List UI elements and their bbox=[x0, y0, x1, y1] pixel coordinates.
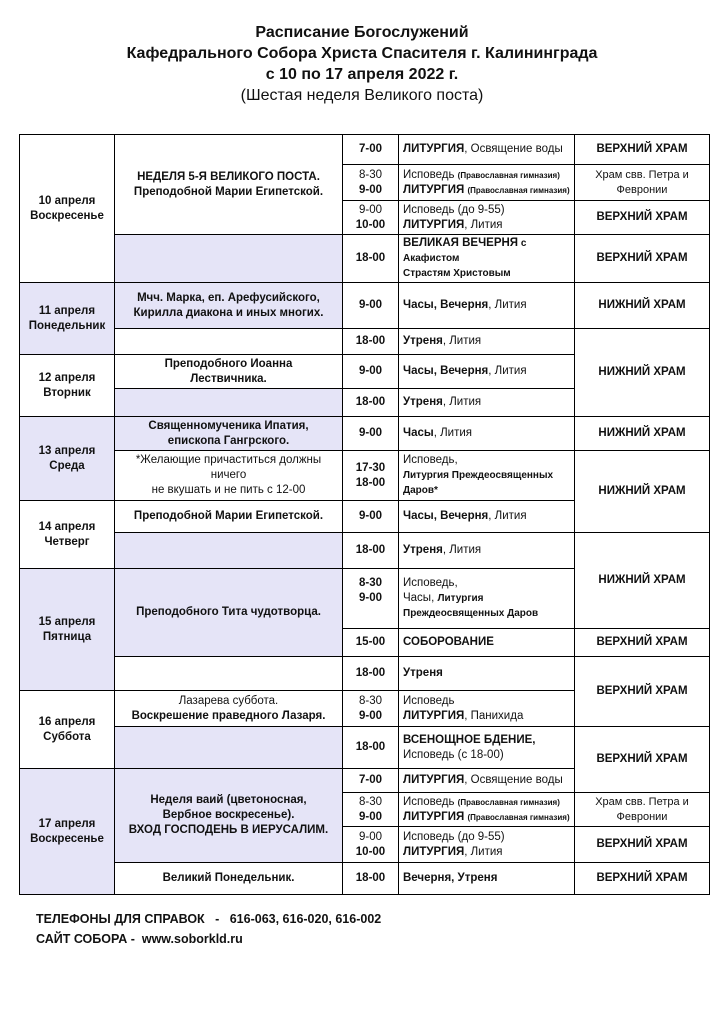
table-row bbox=[20, 451, 710, 501]
service-cell: ЛИТУРГИЯ, Освящение воды bbox=[399, 769, 575, 793]
date-cell: 12 апреля Вторник bbox=[20, 355, 115, 417]
title-line-2: Кафедрального Собора Христа Спасителя г. Калининграда bbox=[126, 45, 598, 62]
date-cell: 13 апреля Среда bbox=[20, 417, 115, 501]
service-cell: ЛИТУРГИЯ, Освящение воды bbox=[399, 135, 575, 165]
feast-cell: Мчч. Марка, еп. Арефусийского, Кирилла диакона и иных многих. bbox=[115, 283, 343, 329]
date-cell: 14 апреля Четверг bbox=[20, 501, 115, 569]
service-cell: ВЕЛИКАЯ ВЕЧЕРНЯ с Акафистом Страстям Христовым bbox=[399, 235, 575, 283]
feast-cell: НЕДЕЛЯ 5-Я ВЕЛИКОГО ПОСТА. Преподобной Марии Египетской. bbox=[115, 135, 343, 235]
time-cell: 7-00 bbox=[343, 769, 399, 793]
place-cell: Храм свв. Петра и Февронии bbox=[575, 793, 710, 827]
title-line-1: Расписание Богослужений bbox=[255, 24, 469, 41]
service-cell: Исповедь (до 9-55) ЛИТУРГИЯ, Лития bbox=[399, 201, 575, 235]
place-cell: НИЖНИЙ ХРАМ bbox=[575, 533, 710, 629]
service-cell: Утреня, Лития bbox=[399, 533, 575, 569]
time-cell: 18-00 bbox=[343, 235, 399, 283]
service-cell: Часы, Вечерня, Лития bbox=[399, 501, 575, 533]
time-cell: 18-00 bbox=[343, 727, 399, 769]
place-cell: ВЕРХНИЙ ХРАМ bbox=[575, 235, 710, 283]
time-cell: 8-30 9-00 bbox=[343, 691, 399, 727]
place-cell: ВЕРХНИЙ ХРАМ bbox=[575, 201, 710, 235]
place-cell: НИЖНИЙ ХРАМ bbox=[575, 283, 710, 329]
table-row bbox=[20, 235, 710, 283]
place-cell: НИЖНИЙ ХРАМ bbox=[575, 329, 710, 417]
feast-cell: Лазарева суббота. Воскрешение праведного Лазаря. bbox=[115, 691, 343, 727]
time-cell: 8-30 9-00 bbox=[343, 569, 399, 629]
time-cell: 9-00 10-00 bbox=[343, 827, 399, 863]
site-line: САЙТ СОБОРА - www.soborkld.ru bbox=[36, 932, 243, 946]
service-cell: Утреня, Лития bbox=[399, 389, 575, 417]
service-cell: Утреня, Лития bbox=[399, 329, 575, 355]
service-cell: Исповедь (Православная гимназия) ЛИТУРГИЯ (Православная гимназия) bbox=[399, 165, 575, 201]
site-link[interactable]: www.soborkld.ru bbox=[141, 932, 243, 946]
date-cell: 17 апреля Воскресенье bbox=[20, 769, 115, 895]
phones-line: ТЕЛЕФОНЫ ДЛЯ СПРАВОК - 616-063, 616-020, 616-002 bbox=[36, 912, 382, 926]
table-row bbox=[20, 417, 710, 451]
place-cell: ВЕРХНИЙ ХРАМ bbox=[575, 135, 710, 165]
time-cell: 9-00 10-00 bbox=[343, 201, 399, 235]
time-cell: 18-00 bbox=[343, 657, 399, 691]
feast-cell bbox=[115, 329, 343, 355]
time-cell: 15-00 bbox=[343, 629, 399, 657]
service-cell: Часы, Вечерня, Лития bbox=[399, 283, 575, 329]
feast-cell bbox=[115, 657, 343, 691]
table-row bbox=[20, 863, 710, 895]
time-cell: 8-30 9-00 bbox=[343, 793, 399, 827]
time-cell: 9-00 bbox=[343, 283, 399, 329]
feast-cell: Великий Понедельник. bbox=[115, 863, 343, 895]
schedule-table bbox=[19, 134, 710, 895]
feast-cell: Священномученика Ипатия, епископа Гангрского. bbox=[115, 417, 343, 451]
title-line-4: (Шестая неделя Великого поста) bbox=[240, 87, 484, 104]
time-cell: 7-00 bbox=[343, 135, 399, 165]
table-row bbox=[20, 283, 710, 329]
place-cell: ВЕРХНИЙ ХРАМ bbox=[575, 727, 710, 793]
place-cell: НИЖНИЙ ХРАМ bbox=[575, 417, 710, 451]
feast-cell bbox=[115, 727, 343, 769]
date-cell: 10 апреля Воскресенье bbox=[20, 135, 115, 283]
date-cell: 15 апреля Пятница bbox=[20, 569, 115, 691]
feast-cell bbox=[115, 389, 343, 417]
service-cell: Исповедь (Православная гимназия) ЛИТУРГИЯ (Православная гимназия) bbox=[399, 793, 575, 827]
date-cell: 16 апреля Суббота bbox=[20, 691, 115, 769]
place-cell: НИЖНИЙ ХРАМ bbox=[575, 451, 710, 533]
service-cell: Часы, Лития bbox=[399, 417, 575, 451]
time-cell: 8-30 9-00 bbox=[343, 165, 399, 201]
feast-cell: Преподобного Тита чудотворца. bbox=[115, 569, 343, 657]
place-cell: ВЕРХНИЙ ХРАМ bbox=[575, 827, 710, 863]
time-cell: 9-00 bbox=[343, 501, 399, 533]
time-cell: 18-00 bbox=[343, 533, 399, 569]
place-cell: ВЕРХНИЙ ХРАМ bbox=[575, 629, 710, 657]
service-cell: ВСЕНОЩНОЕ БДЕНИЕ, Исповедь (с 18-00) bbox=[399, 727, 575, 769]
service-cell: Исповедь, Литургия Преждеосвященных Даров* bbox=[399, 451, 575, 501]
feast-cell: Преподобного Иоанна Лествичника. bbox=[115, 355, 343, 389]
table-row bbox=[20, 135, 710, 165]
service-cell: Исповедь (до 9-55) ЛИТУРГИЯ, Лития bbox=[399, 827, 575, 863]
feast-cell bbox=[115, 235, 343, 283]
place-cell: Храм свв. Петра и Февронии bbox=[575, 165, 710, 201]
service-cell: Вечерня, Утреня bbox=[399, 863, 575, 895]
service-cell: Утреня bbox=[399, 657, 575, 691]
service-cell: Исповедь, Часы, Литургия Преждеосвященных Даров bbox=[399, 569, 575, 629]
feast-cell: Преподобной Марии Египетской. bbox=[115, 501, 343, 533]
footer-contacts bbox=[36, 909, 381, 949]
feast-cell: Неделя ваий (цветоносная, Вербное воскресенье). ВХОД ГОСПОДЕНЬ В ИЕРУСАЛИМ. bbox=[115, 769, 343, 863]
time-cell: 17-30 18-00 bbox=[343, 451, 399, 501]
service-cell: Часы, Вечерня, Лития bbox=[399, 355, 575, 389]
service-cell: СОБОРОВАНИЕ bbox=[399, 629, 575, 657]
table-row bbox=[20, 533, 710, 569]
time-cell: 9-00 bbox=[343, 355, 399, 389]
place-cell: ВЕРХНИЙ ХРАМ bbox=[575, 863, 710, 895]
table-row bbox=[20, 657, 710, 691]
table-row bbox=[20, 329, 710, 355]
service-cell: Исповедь ЛИТУРГИЯ, Панихида bbox=[399, 691, 575, 727]
time-cell: 18-00 bbox=[343, 389, 399, 417]
table-row bbox=[20, 727, 710, 769]
time-cell: 18-00 bbox=[343, 329, 399, 355]
note-cell: *Желающие причаститься должны ничего не вкушать и не пить с 12-00 bbox=[115, 451, 343, 501]
date-cell: 11 апреля Понедельник bbox=[20, 283, 115, 355]
time-cell: 9-00 bbox=[343, 417, 399, 451]
feast-cell bbox=[115, 533, 343, 569]
time-cell: 18-00 bbox=[343, 863, 399, 895]
place-cell: ВЕРХНИЙ ХРАМ bbox=[575, 657, 710, 727]
title-line-3: с 10 по 17 апреля 2022 г. bbox=[265, 66, 459, 83]
page-header bbox=[0, 22, 724, 106]
